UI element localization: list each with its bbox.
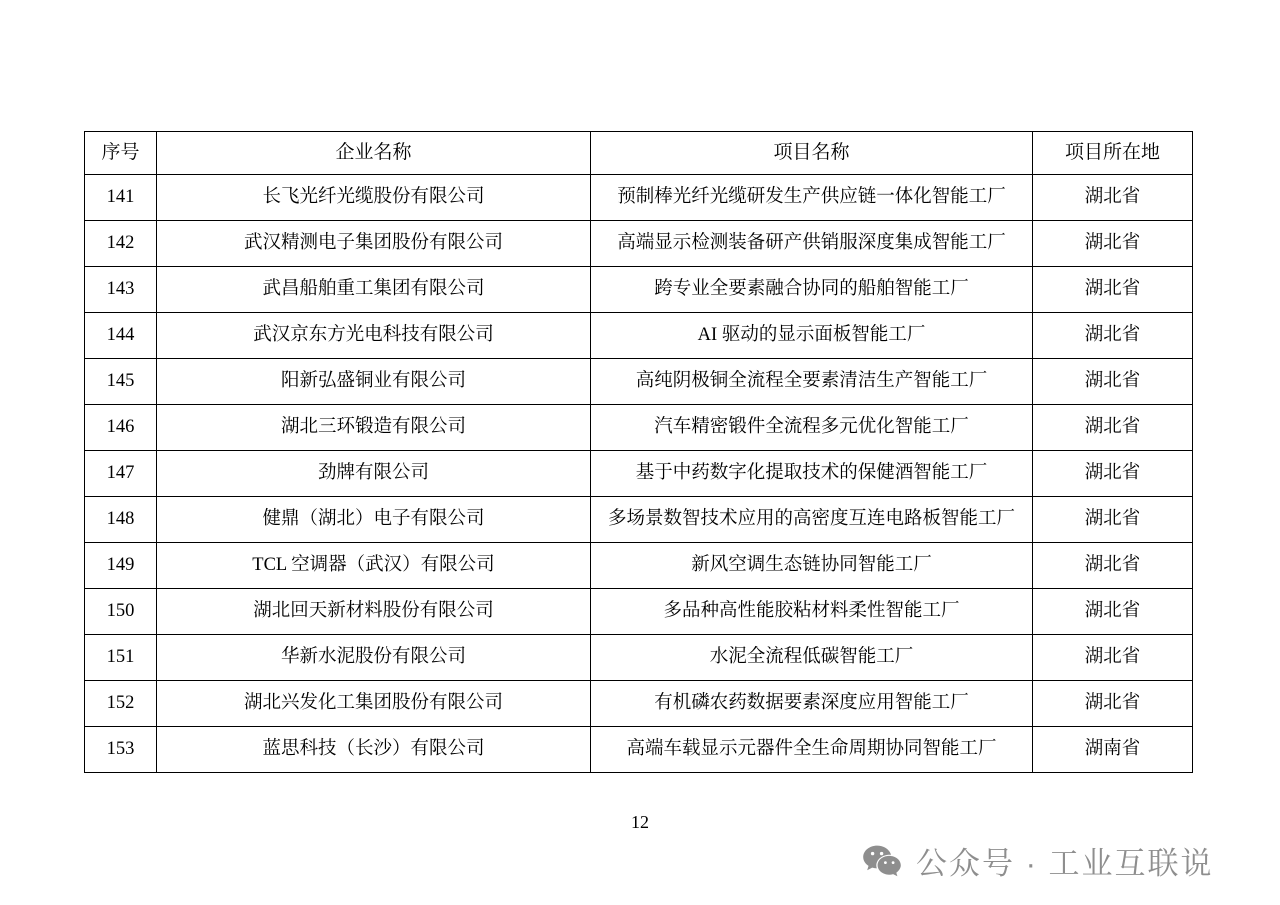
cell-company: 华新水泥股份有限公司: [157, 635, 591, 681]
cell-location: 湖北省: [1033, 175, 1193, 221]
cell-company: 武汉精测电子集团股份有限公司: [157, 221, 591, 267]
cell-location: 湖北省: [1033, 405, 1193, 451]
cell-project: 高端车载显示元器件全生命周期协同智能工厂: [591, 727, 1033, 773]
table-row: [85, 635, 1193, 681]
cell-location: 湖北省: [1033, 221, 1193, 267]
table-header-row: [85, 132, 1193, 175]
table-row: [85, 681, 1193, 727]
cell-project: 高纯阴极铜全流程全要素清洁生产智能工厂: [591, 359, 1033, 405]
cell-location: 湖北省: [1033, 313, 1193, 359]
column-header-company: 企业名称: [157, 132, 591, 175]
watermark: [862, 838, 1214, 883]
cell-company: 阳新弘盛铜业有限公司: [157, 359, 591, 405]
cell-index: 149: [85, 543, 157, 589]
cell-company: 武汉京东方光电科技有限公司: [157, 313, 591, 359]
cell-location: 湖北省: [1033, 451, 1193, 497]
cell-index: 143: [85, 267, 157, 313]
cell-project: 汽车精密锻件全流程多元优化智能工厂: [591, 405, 1033, 451]
cell-project: 多品种高性能胶粘材料柔性智能工厂: [591, 589, 1033, 635]
column-header-location: 项目所在地: [1033, 132, 1193, 175]
cell-index: 148: [85, 497, 157, 543]
table-row: [85, 359, 1193, 405]
table-header: [85, 132, 1193, 175]
table-row: [85, 589, 1193, 635]
wechat-icon: [862, 844, 902, 878]
cell-company: 武昌船舶重工集团有限公司: [157, 267, 591, 313]
table-row: [85, 497, 1193, 543]
cell-project: 水泥全流程低碳智能工厂: [591, 635, 1033, 681]
cell-location: 湖北省: [1033, 681, 1193, 727]
cell-company: 蓝思科技（长沙）有限公司: [157, 727, 591, 773]
cell-project: 预制棒光纤光缆研发生产供应链一体化智能工厂: [591, 175, 1033, 221]
table-row: [85, 727, 1193, 773]
table-row: [85, 175, 1193, 221]
cell-index: 146: [85, 405, 157, 451]
cell-project: 基于中药数字化提取技术的保健酒智能工厂: [591, 451, 1033, 497]
cell-location: 湖北省: [1033, 543, 1193, 589]
cell-index: 141: [85, 175, 157, 221]
page-number: 12: [631, 812, 649, 832]
cell-index: 153: [85, 727, 157, 773]
smart-factory-list-table: [84, 131, 1193, 773]
cell-index: 147: [85, 451, 157, 497]
cell-index: 144: [85, 313, 157, 359]
cell-company: 湖北兴发化工集团股份有限公司: [157, 681, 591, 727]
cell-project: 多场景数智技术应用的高密度互连电路板智能工厂: [591, 497, 1033, 543]
cell-index: 152: [85, 681, 157, 727]
cell-index: 142: [85, 221, 157, 267]
table-row: [85, 405, 1193, 451]
cell-project: AI 驱动的显示面板智能工厂: [591, 313, 1033, 359]
cell-company: 湖北三环锻造有限公司: [157, 405, 591, 451]
cell-company: TCL 空调器（武汉）有限公司: [157, 543, 591, 589]
table-row: [85, 267, 1193, 313]
table-row: [85, 451, 1193, 497]
cell-location: 湖北省: [1033, 589, 1193, 635]
column-header-project: 项目名称: [591, 132, 1033, 175]
cell-project: 跨专业全要素融合协同的船舶智能工厂: [591, 267, 1033, 313]
cell-company: 劲牌有限公司: [157, 451, 591, 497]
cell-project: 有机磷农药数据要素深度应用智能工厂: [591, 681, 1033, 727]
cell-project: 高端显示检测装备研产供销服深度集成智能工厂: [591, 221, 1033, 267]
column-header-index: 序号: [85, 132, 157, 175]
cell-index: 145: [85, 359, 157, 405]
table-row: [85, 313, 1193, 359]
cell-location: 湖北省: [1033, 359, 1193, 405]
cell-location: 湖北省: [1033, 497, 1193, 543]
table-body: [85, 175, 1193, 773]
table-row: [85, 221, 1193, 267]
cell-company: 健鼎（湖北）电子有限公司: [157, 497, 591, 543]
cell-location: 湖北省: [1033, 267, 1193, 313]
cell-location: 湖北省: [1033, 635, 1193, 681]
cell-index: 150: [85, 589, 157, 635]
cell-project: 新风空调生态链协同智能工厂: [591, 543, 1033, 589]
cell-location: 湖南省: [1033, 727, 1193, 773]
table-row: [85, 543, 1193, 589]
cell-index: 151: [85, 635, 157, 681]
watermark-text: 公众号 · 工业互联说: [916, 846, 1214, 881]
cell-company: 湖北回天新材料股份有限公司: [157, 589, 591, 635]
cell-company: 长飞光纤光缆股份有限公司: [157, 175, 591, 221]
